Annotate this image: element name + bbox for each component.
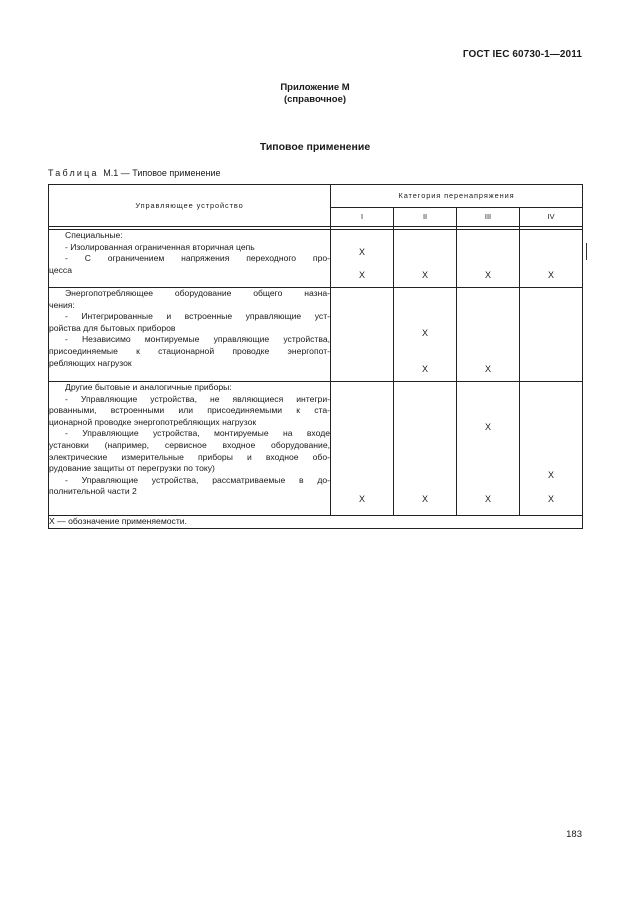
desc-line: - Изолированная ограниченная вторичная цепь bbox=[65, 241, 255, 252]
mark: X bbox=[358, 494, 365, 504]
mark-cell-iii bbox=[457, 382, 520, 516]
mark: X bbox=[548, 270, 555, 280]
table-caption-text: М.1 — Типовое применение bbox=[103, 168, 221, 178]
category-i: I bbox=[331, 208, 394, 227]
mark: X bbox=[358, 270, 365, 280]
category-iv: IV bbox=[520, 208, 583, 227]
table-caption bbox=[48, 168, 221, 178]
mark: X bbox=[421, 270, 428, 280]
header-overvoltage-category: Категория перенапряжения bbox=[331, 185, 583, 208]
mark-cell-ii bbox=[394, 382, 457, 516]
desc-line: чения: bbox=[49, 299, 75, 310]
mark: X bbox=[484, 422, 491, 432]
mark-cell-iv bbox=[520, 288, 583, 382]
mark-cell-iv bbox=[520, 230, 583, 288]
desc-line: ройства для бытовых приборов bbox=[49, 322, 176, 333]
mark: X bbox=[484, 494, 491, 504]
header-control-device: Управляющее устройство bbox=[49, 185, 331, 227]
annex-heading bbox=[0, 82, 630, 106]
table-row bbox=[49, 382, 583, 516]
annex-title: Приложение M bbox=[280, 82, 350, 93]
row-description bbox=[49, 382, 331, 516]
table-row bbox=[49, 288, 583, 382]
table-note-row bbox=[49, 516, 583, 529]
desc-line: - С ограничением напряжения переходного про- bbox=[65, 253, 330, 264]
table-note: X — обозначение применяемости. bbox=[49, 516, 583, 529]
mark-cell-i bbox=[331, 382, 394, 516]
table-caption-word: Таблица bbox=[48, 168, 99, 178]
desc-line: электрические измерительные приборы и входное обо- bbox=[49, 451, 330, 462]
mark: X bbox=[484, 364, 491, 374]
row-description bbox=[49, 230, 331, 288]
margin-change-bar bbox=[586, 243, 587, 260]
mark: X bbox=[421, 364, 428, 374]
mark-cell-ii bbox=[394, 230, 457, 288]
section-heading: Типовое применение bbox=[259, 141, 371, 153]
applicability-table bbox=[48, 184, 583, 529]
desc-line: рудование защиты от перегрузки по току) bbox=[49, 463, 215, 474]
desc-line: ребляющих нагрузок bbox=[49, 357, 132, 368]
mark-cell-iii bbox=[457, 288, 520, 382]
mark-cell-ii bbox=[394, 288, 457, 382]
desc-line: Специальные: bbox=[65, 230, 123, 240]
mark-cell-i bbox=[331, 288, 394, 382]
desc-line: Энергопотребляющее оборудование общего назна- bbox=[65, 288, 330, 298]
desc-line: - Интегрированные и встроенные управляющие уст- bbox=[65, 311, 330, 322]
mark-cell-iii bbox=[457, 230, 520, 288]
desc-line: - Управляющие устройства, монтируемые на входе bbox=[65, 428, 330, 439]
desc-line: полнительной части 2 bbox=[49, 486, 137, 497]
standard-code: ГОСТ IEC 60730-1—2011 bbox=[462, 49, 582, 60]
mark: X bbox=[421, 494, 428, 504]
desc-line: - Независимо монтируемые управляющие устройства, bbox=[65, 334, 330, 345]
mark: X bbox=[484, 270, 491, 280]
mark-cell-i bbox=[331, 230, 394, 288]
page-number: 183 bbox=[566, 829, 582, 840]
mark: X bbox=[421, 328, 428, 338]
mark: X bbox=[548, 494, 555, 504]
desc-line: ционарной проводке энергопотребляющих нагрузок bbox=[49, 416, 257, 427]
mark: X bbox=[358, 247, 365, 257]
category-ii: II bbox=[394, 208, 457, 227]
desc-line: присоединяемые к стационарной проводке энергопот- bbox=[49, 345, 330, 356]
mark: X bbox=[548, 470, 555, 480]
desc-line: рованными, встроенными или присоединяемыми к ста- bbox=[49, 405, 330, 416]
desc-line: Другие бытовые и аналогичные приборы: bbox=[65, 382, 232, 392]
desc-line: - Управляющие устройства, не являющиеся интегри- bbox=[65, 393, 330, 404]
table-row bbox=[49, 230, 583, 288]
category-iii: III bbox=[457, 208, 520, 227]
row-description bbox=[49, 288, 331, 382]
desc-line: цесса bbox=[49, 264, 72, 275]
desc-line: - Управляющие устройства, рассматриваемые в до- bbox=[65, 474, 330, 485]
annex-type: (справочное) bbox=[283, 94, 347, 105]
mark-cell-iv bbox=[520, 382, 583, 516]
desc-line: установки (например, сервисное входное оборудование, bbox=[49, 439, 330, 450]
